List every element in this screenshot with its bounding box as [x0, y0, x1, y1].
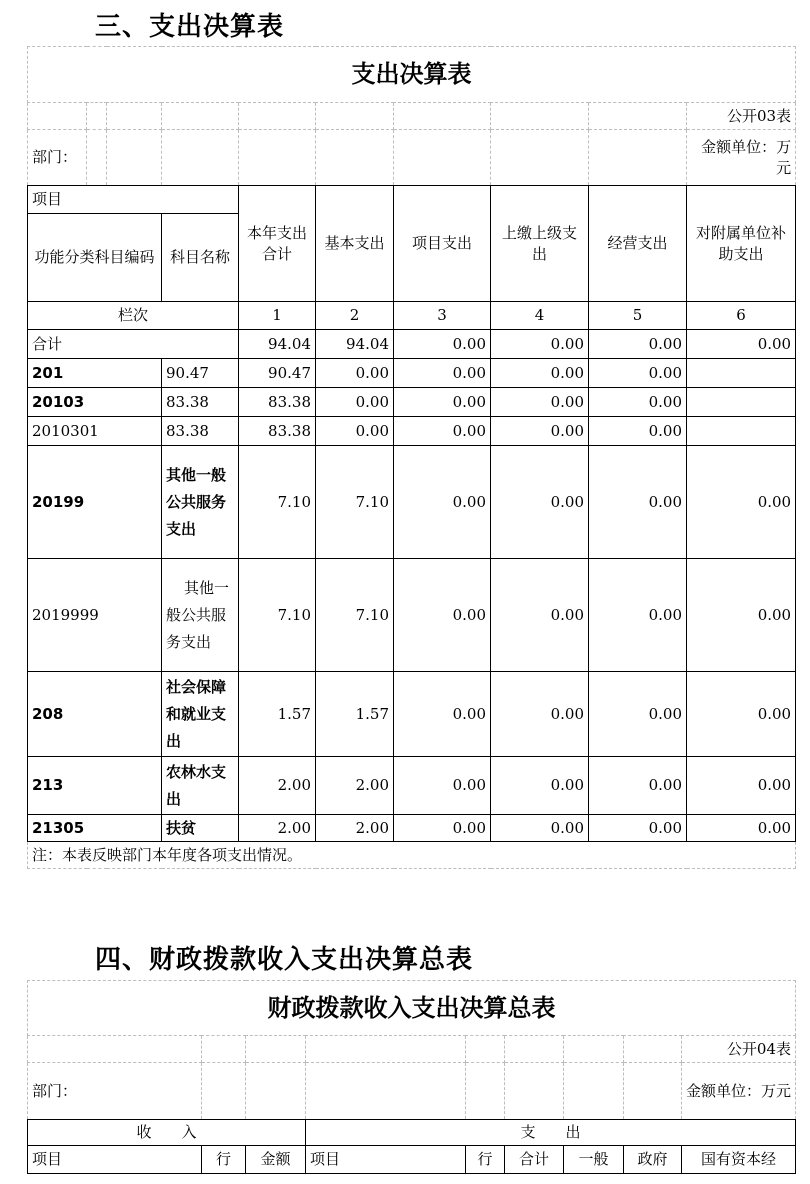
- cell-basic: 0.00: [316, 388, 394, 417]
- cell-operating: 0.00: [589, 559, 687, 672]
- cell-operating: 0.00: [589, 388, 687, 417]
- function-code: 2010301: [28, 417, 162, 446]
- table-row: [28, 672, 796, 757]
- cell-total: 83.38: [239, 417, 316, 446]
- cell-project: 0.00: [394, 417, 491, 446]
- function-code: 20199: [28, 446, 162, 559]
- cell-subsidy: 0.00: [687, 672, 796, 757]
- cell-subsidy: 0.00: [687, 757, 796, 815]
- header-operating: 经营支出: [589, 186, 687, 302]
- cell-basic: 7.10: [316, 446, 394, 559]
- cell-project: 0.00: [394, 559, 491, 672]
- cell-total: 7.10: [239, 559, 316, 672]
- table-row: [28, 446, 796, 559]
- cell-basic: 7.10: [316, 559, 394, 672]
- cell-basic: 1.57: [316, 672, 394, 757]
- cell-upper: 0.00: [491, 559, 589, 672]
- cell-operating: 0.00: [589, 672, 687, 757]
- cell-subsidy: [687, 359, 796, 388]
- col-income-project: 项目: [28, 1146, 202, 1174]
- column-index: 2: [316, 302, 394, 330]
- cell-upper: 0.00: [491, 417, 589, 446]
- cell-subsidy: [687, 388, 796, 417]
- cell-basic: 0.00: [316, 417, 394, 446]
- department-label: 部门：: [28, 1063, 202, 1120]
- column-index: 5: [589, 302, 687, 330]
- header-function-code: 功能分类科目编码: [28, 214, 162, 302]
- cell-upper: 0.00: [491, 815, 589, 842]
- cell-upper: 0.00: [491, 359, 589, 388]
- function-code: 2019999: [28, 559, 162, 672]
- table-row: [28, 417, 796, 446]
- cell-basic: 2.00: [316, 815, 394, 842]
- cell-basic: 2.00: [316, 757, 394, 815]
- cell-total: 2.00: [239, 815, 316, 842]
- cell-total: 90.47: [239, 359, 316, 388]
- header-project-expense: 项目支出: [394, 186, 491, 302]
- function-code: 201: [28, 359, 162, 388]
- header-project: 项目: [28, 186, 239, 214]
- total-value: 0.00: [491, 330, 589, 359]
- subject-name: 83.38: [162, 417, 239, 446]
- header-basic: 基本支出: [316, 186, 394, 302]
- table-title: 支出决算表: [28, 47, 796, 103]
- expense-header: 支 出: [306, 1120, 796, 1146]
- table-row: [28, 559, 796, 672]
- cell-upper: 0.00: [491, 757, 589, 815]
- department-label: 部门：: [28, 130, 87, 186]
- col-expense-gov: 政府: [624, 1146, 682, 1174]
- cell-project: 0.00: [394, 757, 491, 815]
- total-label: 合计: [28, 330, 239, 359]
- section-heading-expenditure: 三、支出决算表: [95, 12, 285, 42]
- cell-basic: 0.00: [316, 359, 394, 388]
- col-expense-state-capital: 国有资本经: [682, 1146, 796, 1174]
- cell-project: 0.00: [394, 672, 491, 757]
- subject-name: 83.38: [162, 388, 239, 417]
- subject-name: 90.47: [162, 359, 239, 388]
- amount-unit-label: 金额单位：万元: [687, 130, 796, 186]
- fiscal-summary-table: [27, 980, 796, 1174]
- cell-operating: 0.00: [589, 446, 687, 559]
- cell-operating: 0.00: [589, 815, 687, 842]
- col-expense-project: 项目: [306, 1146, 466, 1174]
- table-note: 注：本表反映部门本年度各项支出情况。: [28, 842, 796, 869]
- subject-name: 农林水支出: [162, 757, 239, 815]
- cell-operating: 0.00: [589, 417, 687, 446]
- column-index: 6: [687, 302, 796, 330]
- table-title: 财政拨款收入支出决算总表: [28, 981, 796, 1036]
- header-total: 本年支出合计: [239, 186, 316, 302]
- total-value: 94.04: [316, 330, 394, 359]
- cell-total: 83.38: [239, 388, 316, 417]
- section-heading-fiscal-summary: 四、财政拨款收入支出决算总表: [95, 945, 474, 975]
- cell-subsidy: 0.00: [687, 559, 796, 672]
- income-header: 收 入: [28, 1120, 306, 1146]
- cell-project: 0.00: [394, 446, 491, 559]
- function-code: 213: [28, 757, 162, 815]
- cell-operating: 0.00: [589, 359, 687, 388]
- subject-name: 其他一般公共服务支出: [162, 446, 239, 559]
- col-income-line: 行: [202, 1146, 246, 1174]
- total-value: 0.00: [394, 330, 491, 359]
- expenditure-table: [27, 46, 796, 869]
- table-row: [28, 359, 796, 388]
- header-upper-level: 上缴上级支出: [491, 186, 589, 302]
- form-number: 公开03表: [687, 103, 796, 130]
- form-number: 公开04表: [682, 1036, 796, 1063]
- subject-name: 其他一般公共服务支出: [162, 559, 239, 672]
- header-subsidy: 对附属单位补助支出: [687, 186, 796, 302]
- column-index: 3: [394, 302, 491, 330]
- cell-subsidy: 0.00: [687, 815, 796, 842]
- subject-name: 扶贫: [162, 815, 239, 842]
- table-row: [28, 815, 796, 842]
- function-code: 20103: [28, 388, 162, 417]
- cell-upper: 0.00: [491, 672, 589, 757]
- total-row: [28, 330, 796, 359]
- cell-total: 7.10: [239, 446, 316, 559]
- total-value: 0.00: [589, 330, 687, 359]
- col-expense-general: 一般: [564, 1146, 624, 1174]
- cell-upper: 0.00: [491, 388, 589, 417]
- total-value: 0.00: [687, 330, 796, 359]
- function-code: 21305: [28, 815, 162, 842]
- column-index-label: 栏次: [28, 302, 239, 330]
- total-value: 94.04: [239, 330, 316, 359]
- column-index: 1: [239, 302, 316, 330]
- col-expense-total: 合计: [505, 1146, 564, 1174]
- cell-subsidy: [687, 417, 796, 446]
- cell-total: 1.57: [239, 672, 316, 757]
- cell-total: 2.00: [239, 757, 316, 815]
- header-subject-name: 科目名称: [162, 214, 239, 302]
- amount-unit-label: 金额单位：万元: [682, 1063, 796, 1120]
- table-row: [28, 388, 796, 417]
- column-index: 4: [491, 302, 589, 330]
- function-code: 208: [28, 672, 162, 757]
- table-row: [28, 757, 796, 815]
- cell-operating: 0.00: [589, 757, 687, 815]
- cell-project: 0.00: [394, 815, 491, 842]
- col-expense-line: 行: [466, 1146, 505, 1174]
- cell-subsidy: 0.00: [687, 446, 796, 559]
- cell-project: 0.00: [394, 359, 491, 388]
- col-income-amount: 金额: [246, 1146, 306, 1174]
- cell-project: 0.00: [394, 388, 491, 417]
- subject-name: 社会保障和就业支出: [162, 672, 239, 757]
- cell-upper: 0.00: [491, 446, 589, 559]
